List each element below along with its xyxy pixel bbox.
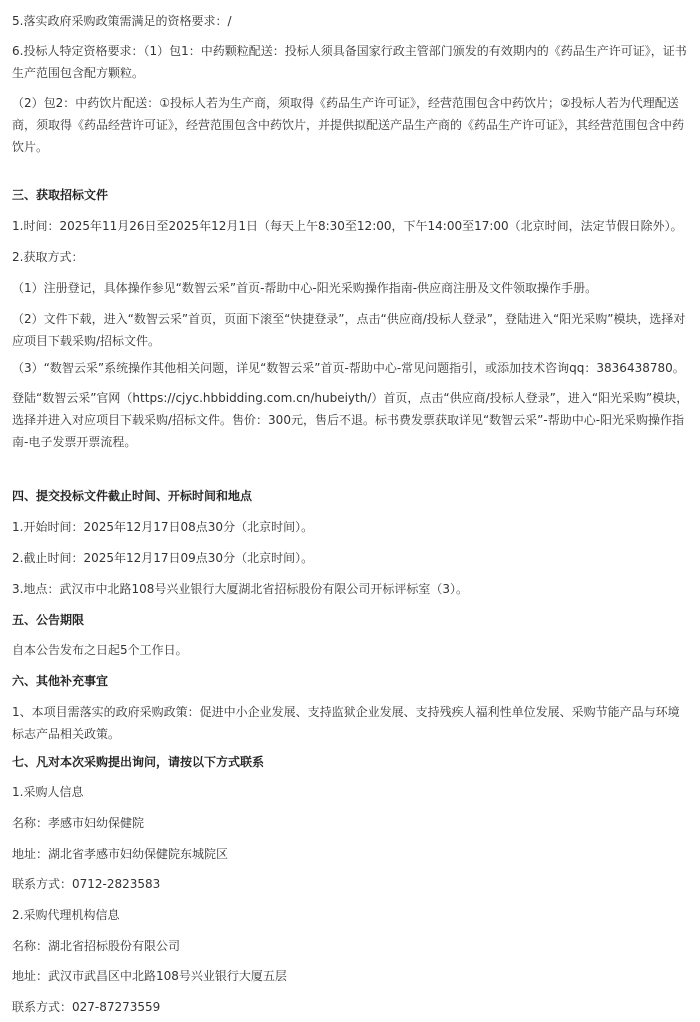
- purchaser-phone: 联系方式：0712-2823583: [12, 877, 161, 891]
- agency-address: 地址：武汉市武昌区中北路108号兴业银行大厦五层: [12, 969, 287, 983]
- purchaser-info-label: 1.采购人信息: [12, 785, 84, 799]
- section-heading-obtain-documents: 三、获取招标文件: [12, 188, 109, 202]
- section-heading-notice-period: 五、公告期限: [12, 613, 85, 627]
- download-step-text: （2）文件下载，进入“数智云采”首页，页面下滚至“快捷登录”，点击“供应商/投标人登录”，登陆进入“阳光采购”模块，选择对应项目下载采购/招标文件。: [12, 312, 686, 348]
- notice-period-text: 自本公告发布之日起5个工作日。: [12, 643, 188, 657]
- agency-info-label: 2.采购代理机构信息: [12, 908, 120, 922]
- specific-qualification-text: 6.投标人特定资格要求：（1）包1：中药颗粒配送：投标人须具备国家行政主管部门颁发的有效期内的《药品生产许可证》，证书生产范围包含配方颗粒。: [12, 44, 687, 80]
- section-heading-deadline: 四、提交投标文件截止时间、开标时间和地点: [12, 489, 253, 503]
- start-time-text: 1.开始时间：2025年12月17日08点30分（北京时间）。: [12, 520, 314, 534]
- policy-text: 1、本项目需落实的政府采购政策：促进中小企业发展、支持监狱企业发展、支持残疾人福利性单位发展、采购节能产品与环境标志产品相关政策。: [12, 705, 680, 741]
- obtain-method-label: 2.获取方式：: [12, 250, 84, 264]
- support-step-text: （3）“数智云采”系统操作其他相关问题，详见“数智云采”首页-帮助中心-常见问题指引，或添加技术咨询qq：3836438780。: [12, 361, 685, 375]
- agency-phone: 联系方式：027-87273559: [12, 1000, 161, 1014]
- policy-qualification-text: 5.落实政府采购政策需满足的资格要求：/: [12, 14, 232, 28]
- purchaser-name: 名称：孝感市妇幼保健院: [12, 816, 145, 830]
- location-text: 3.地点：武汉市中北路108号兴业银行大厦湖北省招标股份有限公司开标评标室（3）。: [12, 582, 468, 596]
- section-heading-supplement: 六、其他补充事宜: [12, 674, 109, 688]
- register-step-text: （1）注册登记，具体操作参见“数智云采”首页-帮助中心-阳光采购操作指南-供应商注册及文件领取操作手册。: [12, 281, 598, 295]
- official-site-text: 登陆“数智云采”官网（https://cjyc.hbbidding.com.cn/hubeiyth/）首页，点击“供应商/投标人登录”，进入“阳光采购”模块，选择并进入对应项目下载采购/招标文件。售价：300元，售后不退。标书费发票获取详见“数智云采”-帮助中心-阳光采购操作指南-电子发票开票流程。: [12, 391, 689, 449]
- deadline-text: 2.截止时间：2025年12月17日09点30分（北京时间）。: [12, 551, 314, 565]
- obtain-time-text: 1.时间：2025年11月26日至2025年12月1日（每天上午8:30至12:00，下午14:00至17:00（北京时间，法定节假日除外）。: [12, 219, 683, 233]
- section-heading-contact: 七、凡对本次采购提出询问，请按以下方式联系: [12, 755, 265, 769]
- agency-name: 名称：湖北省招标股份有限公司: [12, 939, 181, 953]
- package2-qualification-text: （2）包2：中药饮片配送：①投标人若为生产商，须取得《药品生产许可证》，经营范围包含中药饮片；②投标人若为代理配送商，须取得《药品经营许可证》，经营范围包含中药饮片，并提供拟配送产品生产商的《药品生产许可证》，其经营范围包含中药饮片。: [12, 96, 685, 154]
- purchaser-address: 地址：湖北省孝感市妇幼保健院东城院区: [12, 847, 229, 861]
